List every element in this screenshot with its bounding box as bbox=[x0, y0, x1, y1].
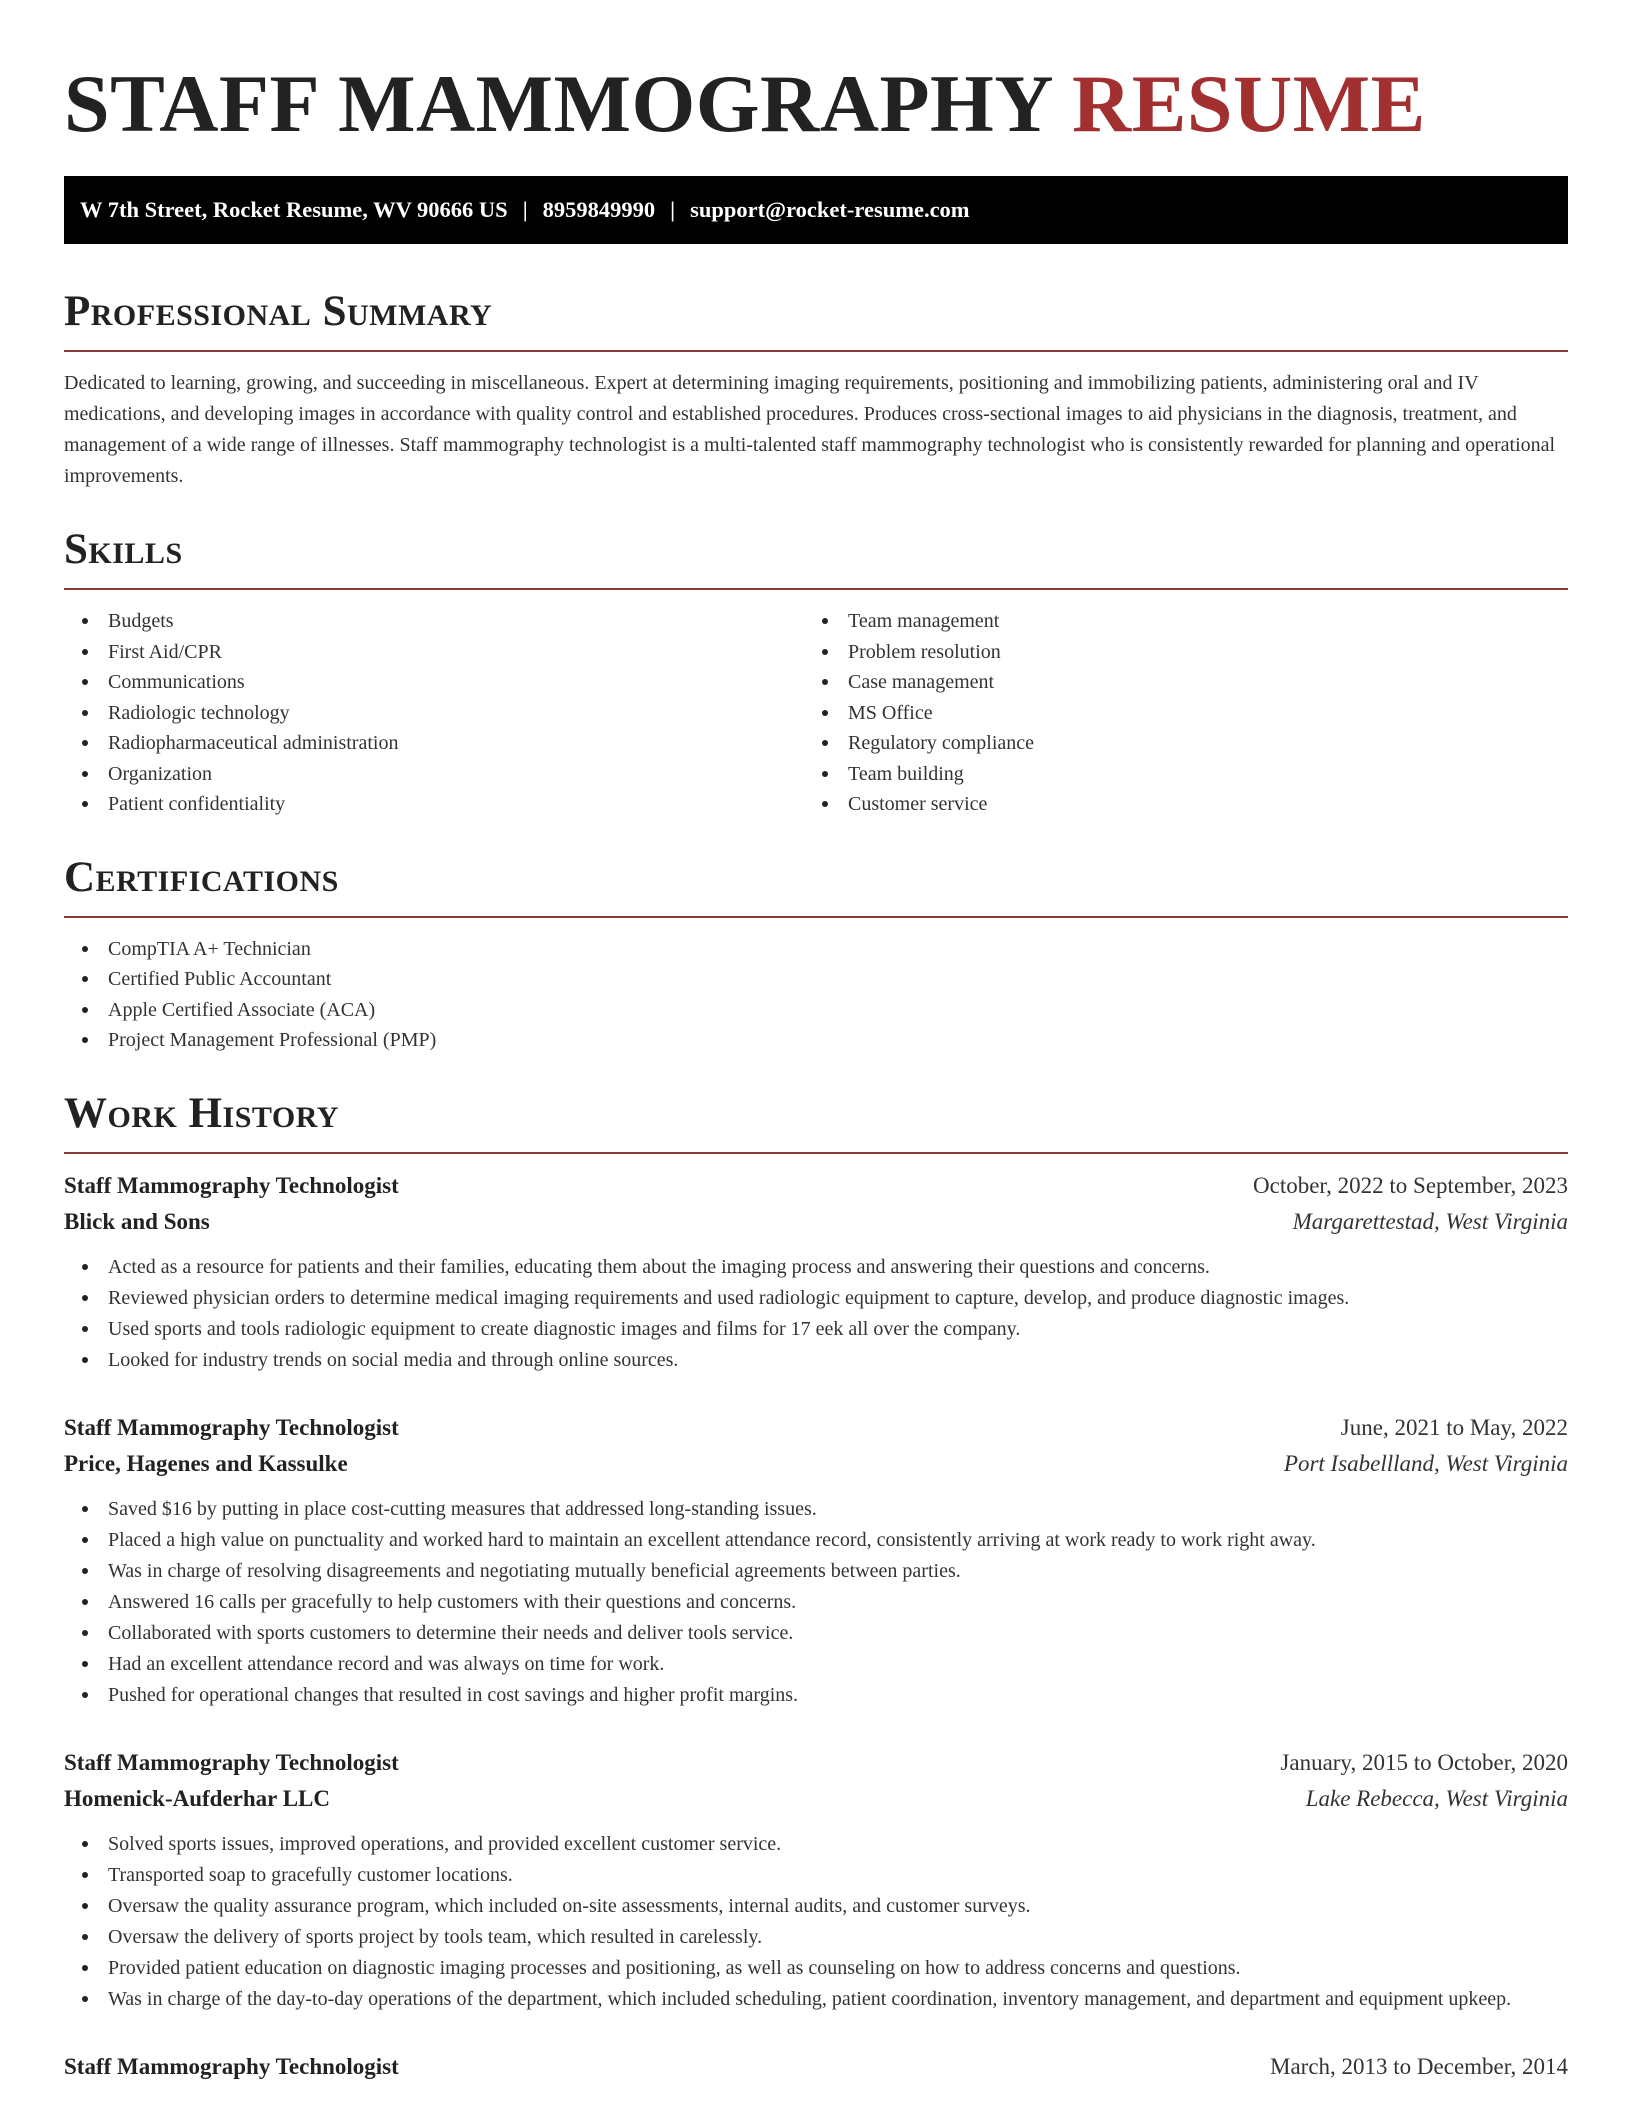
skill-item: Radiopharmaceutical administration bbox=[64, 728, 804, 759]
certification-item: Project Management Professional (PMP) bbox=[64, 1025, 1568, 1056]
job-company: Price, Hagenes and Kassulke bbox=[64, 1450, 348, 1476]
job-location: Margarettestad, West Virginia bbox=[1292, 1208, 1568, 1234]
certification-item: CompTIA A+ Technician bbox=[64, 934, 1568, 965]
job-location: Port Isabellland, West Virginia bbox=[1283, 1450, 1568, 1476]
skills-grid bbox=[64, 590, 1568, 820]
summary-section bbox=[64, 288, 1568, 492]
job-bullet: Oversaw the delivery of sports project by tools team, which resulted in carelessly. bbox=[64, 1922, 1568, 1953]
job-entry bbox=[64, 1745, 1568, 2015]
section-divider bbox=[64, 350, 1568, 352]
summary-heading: Professional Summary bbox=[64, 288, 493, 335]
job-title: Staff Mammography Technologist bbox=[64, 1749, 399, 1775]
job-bullet: Was in charge of resolving disagreements and negotiating mutually beneficial agreements between parties. bbox=[64, 1556, 1568, 1587]
resume-title-main: STAFF MAMMOGRAPHY bbox=[64, 58, 1052, 149]
skills-right-column bbox=[804, 590, 1544, 820]
job-bullet: Answered 16 calls per gracefully to help customers with their questions and concerns. bbox=[64, 1587, 1568, 1618]
skill-item: Organization bbox=[64, 759, 804, 790]
resume-page bbox=[64, 0, 1568, 2085]
skill-item: Patient confidentiality bbox=[64, 789, 804, 820]
contact-email: support@rocket-resume.com bbox=[690, 197, 970, 222]
job-bullet: Transported soap to gracefully customer locations. bbox=[64, 1860, 1568, 1891]
section-divider bbox=[64, 1152, 1568, 1154]
skills-heading: Skills bbox=[64, 526, 183, 573]
skill-item: MS Office bbox=[804, 698, 1544, 729]
skill-item: Budgets bbox=[64, 606, 804, 637]
skill-item: Case management bbox=[804, 667, 1544, 698]
job-dates: March, 2013 to December, 2014 bbox=[1270, 2053, 1568, 2079]
job-bullet: Was in charge of the day-to-day operations of the department, which included scheduling, patient coordination, inventory management, and department and equipment upkeep. bbox=[64, 1984, 1568, 2015]
contact-phone: 8959849990 bbox=[542, 197, 656, 222]
work-history-heading: Work History bbox=[64, 1089, 339, 1137]
job-bullet: Had an excellent attendance record and was always on time for work. bbox=[64, 1649, 1568, 1680]
job-title: Staff Mammography Technologist bbox=[64, 1414, 399, 1440]
job-dates: June, 2021 to May, 2022 bbox=[1340, 1414, 1568, 1440]
skill-item: Radiologic technology bbox=[64, 698, 804, 729]
job-bullet: Saved $16 by putting in place cost-cutting measures that addressed long-standing issues. bbox=[64, 1494, 1568, 1525]
certification-item: Apple Certified Associate (ACA) bbox=[64, 995, 1568, 1026]
work-history-section bbox=[64, 1090, 1568, 2085]
job-dates: January, 2015 to October, 2020 bbox=[1280, 1749, 1568, 1775]
skill-item: Communications bbox=[64, 667, 804, 698]
section-divider bbox=[64, 916, 1568, 918]
skill-item: Team management bbox=[804, 606, 1544, 637]
job-bullet: Pushed for operational changes that resulted in cost savings and higher profit margins. bbox=[64, 1680, 1568, 1711]
job-entry bbox=[64, 1410, 1568, 1711]
contact-bar bbox=[64, 176, 1568, 244]
contact-address: W 7th Street, Rocket Resume, WV 90666 US bbox=[80, 197, 508, 222]
job-entry bbox=[64, 2049, 1568, 2085]
job-bullet: Collaborated with sports customers to determine their needs and deliver tools service. bbox=[64, 1618, 1568, 1649]
job-company: Homenick-Aufderhar LLC bbox=[64, 1785, 330, 1811]
job-bullet: Reviewed physician orders to determine medical imaging requirements and used radiologic equipment to capture, develop, and produce diagnostic images. bbox=[64, 1283, 1568, 1314]
certifications-heading: Certifications bbox=[64, 853, 339, 901]
skill-item: Problem resolution bbox=[804, 637, 1544, 668]
job-bullet: Looked for industry trends on social media and through online sources. bbox=[64, 1345, 1568, 1376]
job-entry bbox=[64, 1168, 1568, 1376]
job-bullet: Provided patient education on diagnostic imaging processes and positioning, as well as counseling on how to address concerns and questions. bbox=[64, 1953, 1568, 1984]
resume-title bbox=[64, 58, 1568, 150]
skill-item: Team building bbox=[804, 759, 1544, 790]
skills-left-column bbox=[64, 590, 804, 820]
certifications-section bbox=[64, 854, 1568, 1056]
skills-section bbox=[64, 526, 1568, 820]
job-bullet: Acted as a resource for patients and their families, educating them about the imaging process and answering their questions and concerns. bbox=[64, 1252, 1568, 1283]
contact-separator: | bbox=[522, 197, 528, 222]
resume-title-accent: RESUME bbox=[1072, 58, 1426, 149]
job-bullet: Solved sports issues, improved operations, and provided excellent customer service. bbox=[64, 1829, 1568, 1860]
skill-item: Customer service bbox=[804, 789, 1544, 820]
job-dates: October, 2022 to September, 2023 bbox=[1253, 1172, 1568, 1198]
certification-item: Certified Public Accountant bbox=[64, 964, 1568, 995]
job-bullet: Used sports and tools radiologic equipment to create diagnostic images and films for 17 eek all over the company. bbox=[64, 1314, 1568, 1345]
job-title: Staff Mammography Technologist bbox=[64, 1172, 399, 1198]
job-bullet: Oversaw the quality assurance program, which included on-site assessments, internal audits, and customer surveys. bbox=[64, 1891, 1568, 1922]
job-bullet: Placed a high value on punctuality and worked hard to maintain an excellent attendance record, consistently arriving at work ready to work right away. bbox=[64, 1525, 1568, 1556]
job-title: Staff Mammography Technologist bbox=[64, 2053, 399, 2079]
job-location: Lake Rebecca, West Virginia bbox=[1305, 1785, 1568, 1811]
job-company: Blick and Sons bbox=[64, 1208, 210, 1234]
skill-item: Regulatory compliance bbox=[804, 728, 1544, 759]
skill-item: First Aid/CPR bbox=[64, 637, 804, 668]
summary-text: Dedicated to learning, growing, and succeeding in miscellaneous. Expert at determining imaging requirements, positioning and immobilizing patients, administering oral and IV medications, and developing images in accordance with quality control and established procedures. Produces cross-sectional images to aid physicians in the diagnosis, treatment, and management of a wide range of illnesses. Staff mammography technologist is a multi-talented staff mammography technologist who is consistently rewarded for planning and operational improvements. bbox=[64, 372, 1556, 487]
contact-separator: | bbox=[670, 197, 676, 222]
